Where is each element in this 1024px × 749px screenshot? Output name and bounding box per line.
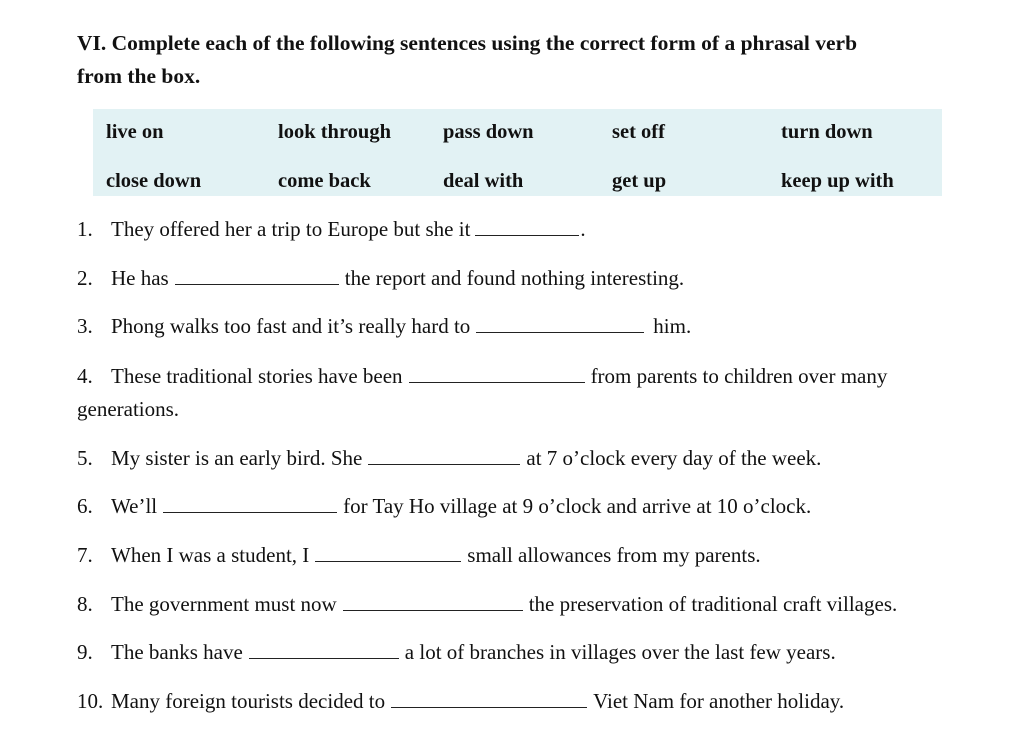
word-look-through: look through (278, 121, 391, 143)
word-deal-with: deal with (443, 170, 524, 192)
answer-blank[interactable] (476, 312, 644, 333)
word-keep-up-with: keep up with (781, 170, 894, 192)
question-text-after: the report and found nothing interesting. (344, 266, 685, 290)
heading-line-2: from the box. (77, 64, 201, 88)
question-text-before: These traditional stories have been (111, 364, 403, 388)
question-6 (77, 490, 811, 523)
question-1 (77, 213, 586, 246)
question-number: 5. (77, 446, 93, 470)
question-text-after: Viet Nam for another holiday. (593, 689, 845, 713)
answer-blank[interactable] (175, 264, 339, 285)
word-pass-down: pass down (443, 121, 534, 143)
question-text-before: The banks have (111, 640, 243, 664)
word-close-down: close down (106, 170, 202, 192)
question-text-after: . (580, 217, 586, 241)
word-set-off: set off (612, 121, 665, 143)
exercise-heading (77, 27, 957, 93)
question-text-after: the preservation of traditional craft villages. (528, 592, 898, 616)
question-2 (77, 262, 684, 295)
answer-blank[interactable] (475, 215, 579, 236)
question-number: 1. (77, 217, 93, 241)
question-text-before: He has (111, 266, 169, 290)
question-text-after: small allowances from my parents. (467, 543, 761, 567)
question-9 (77, 636, 836, 669)
question-text-before: Many foreign tourists decided to (111, 689, 386, 713)
question-text-after: for Tay Ho village at 9 o’clock and arrive at 10 o’clock. (343, 494, 812, 518)
answer-blank[interactable] (368, 444, 520, 465)
heading-line-1: VI. Complete each of the following sentences using the correct form of a phrasal verb (77, 31, 858, 55)
word-live-on: live on (106, 121, 164, 143)
question-text-after: a lot of branches in villages over the last few years. (404, 640, 836, 664)
question-number: 7. (77, 543, 93, 567)
answer-blank[interactable] (249, 638, 399, 659)
question-7 (77, 539, 761, 572)
answer-blank[interactable] (391, 687, 587, 708)
answer-blank[interactable] (409, 362, 585, 383)
question-text-after: from parents to children over many generations. (77, 364, 888, 421)
question-text-before: My sister is an early bird. She (111, 446, 363, 470)
question-number: 3. (77, 314, 93, 338)
question-text-before: The government must now (111, 592, 337, 616)
question-4 (77, 360, 957, 426)
question-5 (77, 442, 821, 475)
question-number: 2. (77, 266, 93, 290)
answer-blank[interactable] (315, 541, 461, 562)
answer-blank[interactable] (163, 492, 337, 513)
question-number: 9. (77, 640, 93, 664)
phrasal-verb-box (93, 109, 942, 196)
question-10 (77, 685, 844, 718)
question-number: 6. (77, 494, 93, 518)
question-text-after: him. (653, 314, 692, 338)
question-number: 10. (77, 689, 104, 713)
question-text-before: Phong walks too fast and it’s really hard to (111, 314, 471, 338)
question-3 (77, 310, 691, 343)
answer-blank[interactable] (343, 590, 523, 611)
question-number: 8. (77, 592, 93, 616)
word-get-up: get up (612, 170, 667, 192)
question-text-before: They offered her a trip to Europe but she it (111, 217, 471, 241)
question-text-before: We’ll (111, 494, 158, 518)
question-text-after: at 7 o’clock every day of the week. (526, 446, 822, 470)
word-come-back: come back (278, 170, 371, 192)
word-turn-down: turn down (781, 121, 873, 143)
question-8 (77, 588, 897, 621)
question-number: 4. (77, 364, 93, 388)
question-text-before: When I was a student, I (111, 543, 310, 567)
